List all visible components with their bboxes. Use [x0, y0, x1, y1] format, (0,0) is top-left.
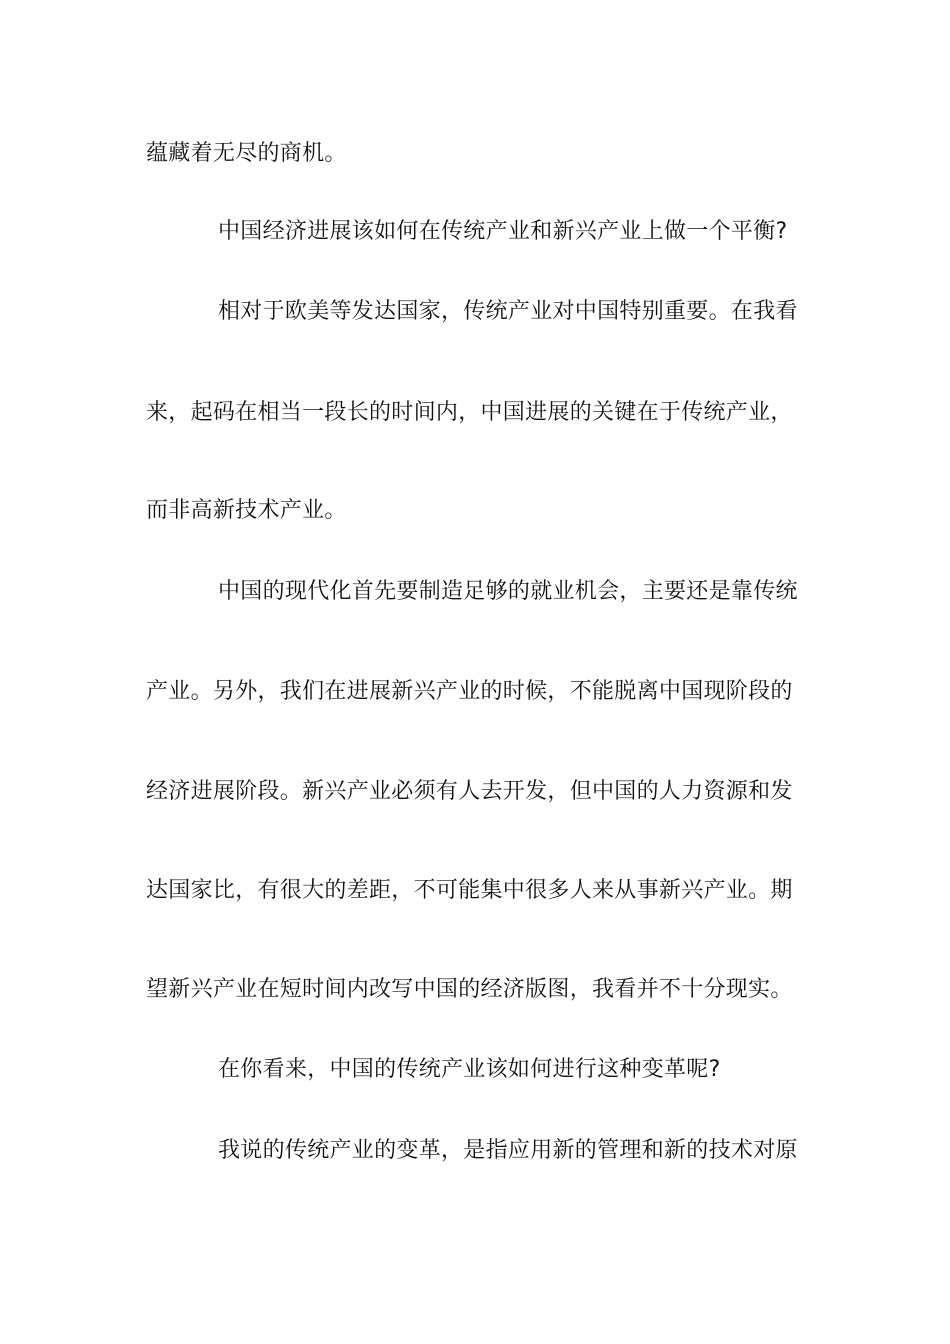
text-line-1: 蕴藏着无尽的商机。 [146, 141, 347, 166]
paragraph-line-4: 达国家比，有很大的差距，不可能集中很多人来从事新兴产业。期 [146, 878, 793, 903]
answer-line-3: 而非高新技术产业。 [146, 498, 347, 523]
paragraph-line-2: 产业。另外，我们在进展新兴产业的时候，不能脱离中国现阶段的 [146, 679, 793, 704]
question-line-1: 中国经济进展该如何在传统产业和新兴产业上做一个平衡? [218, 219, 788, 244]
answer-line-4: 我说的传统产业的变革，是指应用新的管理和新的技术对原 [218, 1138, 798, 1163]
answer-line-1: 相对于欧美等发达国家，传统产业对中国特别重要。在我看 [218, 299, 798, 324]
question-line-2: 在你看来，中国的传统产业该如何进行这种变革呢? [218, 1057, 721, 1082]
paragraph-line-3: 经济进展阶段。新兴产业必须有人去开发，但中国的人力资源和发 [146, 779, 793, 804]
paragraph-line-1: 中国的现代化首先要制造足够的就业机会，主要还是靠传统 [218, 579, 798, 604]
answer-line-2: 来，起码在相当一段长的时间内，中国进展的关键在于传统产业， [146, 400, 793, 425]
paragraph-line-5: 望新兴产业在短时间内改写中国的经济版图，我看并不十分现实。 [146, 977, 793, 1002]
